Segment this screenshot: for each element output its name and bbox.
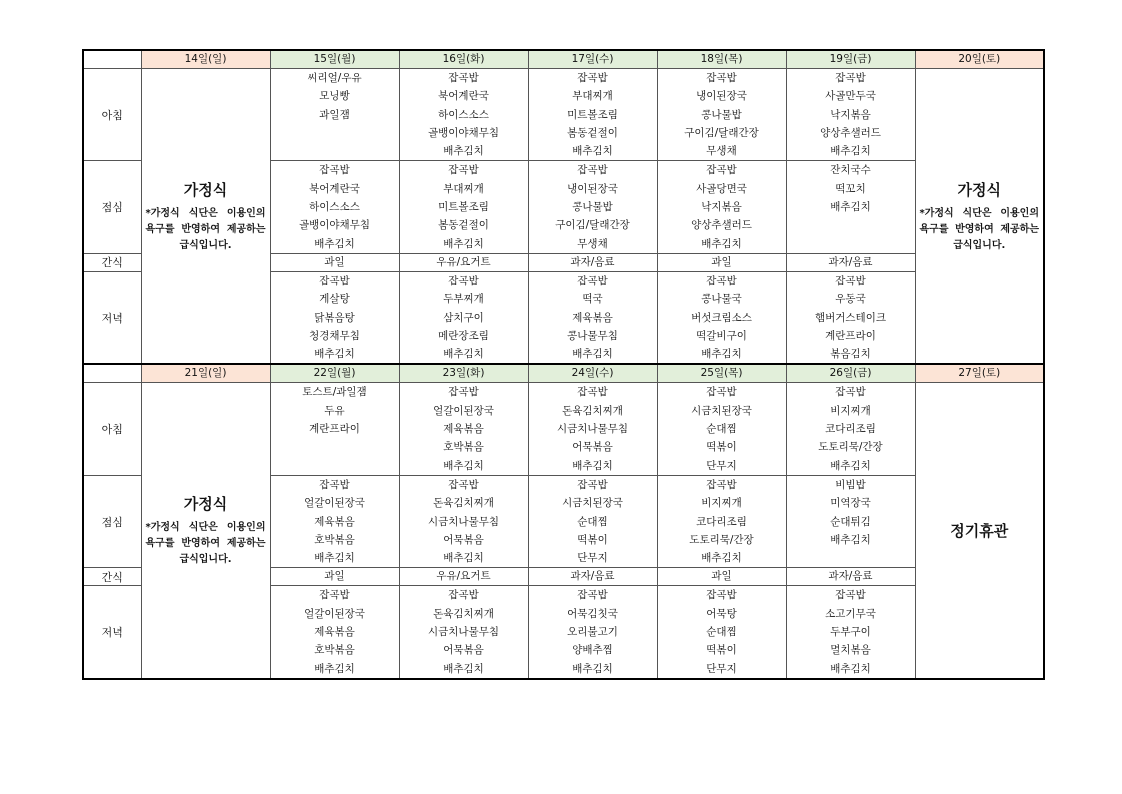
- menu-item: 잡곡밥: [577, 274, 608, 287]
- day-header: 25일(목): [657, 364, 786, 383]
- menu-item: 배추김치: [314, 237, 355, 250]
- menu-item: 배추김치: [443, 552, 484, 565]
- dinner-cell: [399, 586, 528, 679]
- home-meal-cell: [141, 69, 270, 365]
- menu-item: 미트볼조림: [567, 108, 618, 121]
- menu-item: 잡곡밥: [835, 274, 866, 287]
- day-header-row: [83, 364, 1044, 383]
- breakfast-cell: [270, 69, 399, 161]
- menu-item: 계란프라이: [825, 329, 876, 342]
- menu-item: 돈육김치찌개: [433, 607, 494, 620]
- snack-cell: 과자/음료: [786, 253, 915, 271]
- menu-item: 무생채: [577, 237, 608, 250]
- menu-item: 시금치된장국: [562, 497, 623, 510]
- menu-item: 미역장국: [830, 497, 871, 510]
- home-meal-note: *가정식 식단은 이용인의 욕구를 반영하여 제공하는 급식입니다.: [145, 207, 266, 251]
- breakfast-cell: [270, 383, 399, 475]
- menu-item: 순대찜: [706, 626, 737, 639]
- lunch-cell: [657, 161, 786, 253]
- menu-item: 배추김치: [701, 348, 742, 361]
- menu-item: 배추김치: [443, 662, 484, 675]
- menu-item: 비빔밥: [835, 478, 866, 491]
- menu-item: 미트볼조림: [438, 201, 489, 214]
- day-header-row: [83, 50, 1044, 69]
- day-header: 17일(수): [528, 50, 657, 69]
- breakfast-row: [83, 69, 1044, 161]
- dinner-cell: [528, 586, 657, 679]
- menu-item: 잡곡밥: [706, 164, 737, 177]
- menu-item: 버섯크림소스: [691, 311, 752, 324]
- menu-item: 코다리조림: [825, 423, 876, 436]
- menu-item: 사골만두국: [825, 90, 876, 103]
- snack-cell: 과일: [270, 568, 399, 586]
- menu-item: 얼갈이된장국: [433, 404, 494, 417]
- snack-cell: 우유/요거트: [399, 253, 528, 271]
- menu-item: 잔치국수: [830, 164, 871, 177]
- menu-item: 볶음김치: [830, 348, 871, 361]
- menu-item: 어묵탕: [706, 607, 737, 620]
- menu-item: 제육볶음: [572, 311, 613, 324]
- menu-item: 양상추샐러드: [691, 219, 752, 232]
- day-header: 16일(화): [399, 50, 528, 69]
- day-header: 21일(일): [141, 364, 270, 383]
- menu-item: 봄동겉절이: [438, 219, 489, 232]
- breakfast-label: 아침: [83, 69, 141, 161]
- menu-item: 배추김치: [443, 348, 484, 361]
- menu-item: 배추김치: [701, 552, 742, 565]
- snack-cell: 과일: [270, 253, 399, 271]
- menu-item: 골뱅이야채무침: [298, 219, 370, 232]
- menu-item: 얼갈이된장국: [304, 497, 365, 510]
- menu-item: 토스트/과일잼: [302, 386, 367, 399]
- breakfast-row: [83, 383, 1044, 475]
- breakfast-cell: [399, 383, 528, 475]
- snack-cell: 과자/음료: [786, 568, 915, 586]
- saturday-closed-cell: [915, 383, 1044, 679]
- dinner-cell: [528, 271, 657, 364]
- dinner-cell: [399, 271, 528, 364]
- snack-cell: 과일: [657, 253, 786, 271]
- menu-item: 낙지볶음: [830, 108, 871, 121]
- day-header: 26일(금): [786, 364, 915, 383]
- menu-item: 단무지: [577, 552, 608, 565]
- menu-item: 얼갈이된장국: [304, 607, 365, 620]
- menu-item: 도토리묵/간장: [818, 441, 883, 454]
- menu-item: 배추김치: [572, 348, 613, 361]
- menu-item: 시금치된장국: [691, 404, 752, 417]
- menu-item: 배추김치: [701, 237, 742, 250]
- menu-item: 배추김치: [314, 662, 355, 675]
- menu-item: 잡곡밥: [706, 478, 737, 491]
- dinner-cell: [657, 271, 786, 364]
- menu-item: 잡곡밥: [319, 164, 350, 177]
- breakfast-cell: [786, 383, 915, 475]
- dinner-cell: [270, 271, 399, 364]
- menu-item: 양상추샐러드: [820, 126, 881, 139]
- menu-item: 배추김치: [314, 348, 355, 361]
- saturday-home-meal-cell: [915, 69, 1044, 365]
- menu-item: 계란프라이: [309, 423, 360, 436]
- menu-item: 떡볶이: [577, 533, 608, 546]
- menu-item: 떡꼬치: [835, 182, 866, 195]
- home-meal-title: 가정식: [183, 180, 228, 199]
- menu-item: 잡곡밥: [706, 386, 737, 399]
- menu-item: 배추김치: [830, 145, 871, 158]
- menu-item: 떡국: [582, 293, 603, 306]
- breakfast-cell: [657, 69, 786, 161]
- menu-item: 햄버거스테이크: [814, 311, 886, 324]
- menu-item: 콩나물밥: [701, 108, 742, 121]
- menu-item: 잡곡밥: [577, 589, 608, 602]
- lunch-cell: [528, 161, 657, 253]
- menu-item: 어묵볶음: [443, 533, 484, 546]
- lunch-cell: [657, 475, 786, 567]
- menu-item: 배추김치: [572, 662, 613, 675]
- menu-item: 배추김치: [314, 552, 355, 565]
- menu-item: 잡곡밥: [706, 589, 737, 602]
- menu-item: 제육볶음: [314, 515, 355, 528]
- day-header: 27일(토): [915, 364, 1044, 383]
- menu-item: 두부찌개: [443, 293, 484, 306]
- home-meal-note: *가정식 식단은 이용인의 욕구를 반영하여 제공하는 급식입니다.: [145, 522, 266, 566]
- menu-item: 비지찌개: [701, 497, 742, 510]
- breakfast-cell: [399, 69, 528, 161]
- dinner-cell: [270, 586, 399, 679]
- header-corner: [83, 50, 141, 69]
- menu-item: 잡곡밥: [835, 386, 866, 399]
- menu-item: 두유: [324, 404, 345, 417]
- menu-item: 시금치나물무침: [427, 515, 499, 528]
- day-header: 20일(토): [915, 50, 1044, 69]
- menu-item: 시금치나물무침: [427, 626, 499, 639]
- home-meal-title: 가정식: [183, 495, 228, 514]
- dinner-cell: [786, 271, 915, 364]
- menu-item: 배추김치: [830, 459, 871, 472]
- menu-item: 하이스소스: [309, 201, 360, 214]
- home-meal-title: 가정식: [957, 180, 1001, 199]
- menu-item: 두부구이: [830, 626, 871, 639]
- menu-item: 잡곡밥: [448, 274, 479, 287]
- lunch-cell: [399, 161, 528, 253]
- menu-item: 낙지볶음: [701, 201, 742, 214]
- menu-item: 잡곡밥: [835, 72, 866, 84]
- breakfast-cell: [657, 383, 786, 475]
- snack-cell: 과자/음료: [528, 568, 657, 586]
- menu-item: 멸치볶음: [830, 644, 871, 657]
- menu-item: 씨리얼/우유: [307, 72, 362, 84]
- menu-item: 잡곡밥: [319, 589, 350, 602]
- day-header: 22일(월): [270, 364, 399, 383]
- menu-item: 잡곡밥: [706, 274, 737, 287]
- menu-item: 배추김치: [830, 533, 871, 546]
- lunch-cell: [399, 475, 528, 567]
- menu-item: 호박볶음: [314, 644, 355, 657]
- menu-item: 하이스소스: [438, 108, 489, 121]
- home-meal-note: *가정식 식단은 이용인의 욕구를 반영하여 제공하는 급식입니다.: [919, 207, 1039, 251]
- breakfast-label: 아침: [83, 383, 141, 475]
- menu-item: 콩나물무침: [567, 329, 618, 342]
- menu-item: 삼치구이: [443, 311, 484, 324]
- day-header: 23일(화): [399, 364, 528, 383]
- menu-item: 콩나물밥: [572, 201, 613, 214]
- menu-item: 소고기무국: [825, 607, 876, 620]
- day-header: 14일(일): [141, 50, 270, 69]
- menu-item: 배추김치: [830, 662, 871, 675]
- menu-item: 게살탕: [319, 293, 350, 306]
- menu-item: 순대찜: [577, 515, 608, 528]
- menu-item: 오리불고기: [567, 626, 618, 639]
- closed-label: 정기휴관: [950, 522, 1009, 541]
- meal-table-body: [83, 50, 1044, 679]
- menu-item: 봄동겉절이: [567, 126, 618, 139]
- lunch-cell: [528, 475, 657, 567]
- menu-item: 배추김치: [572, 459, 613, 472]
- menu-item: 배추김치: [443, 145, 484, 158]
- menu-item: 콩나물국: [701, 293, 742, 306]
- menu-item: 과일잼: [319, 108, 350, 121]
- dinner-cell: [786, 586, 915, 679]
- lunch-label: 점심: [83, 475, 141, 567]
- menu-item: 떡갈비구이: [696, 329, 747, 342]
- menu-item: 어묵김칫국: [567, 607, 618, 620]
- menu-item: 배추김치: [443, 237, 484, 250]
- menu-item: 닭볶음탕: [314, 311, 355, 324]
- menu-item: 부대찌개: [443, 182, 484, 195]
- menu-item: 잡곡밥: [448, 72, 479, 84]
- menu-item: 모닝빵: [319, 90, 350, 103]
- snack-label: 간식: [83, 568, 141, 586]
- menu-item: 양배추찜: [572, 644, 613, 657]
- menu-item: 비지찌개: [830, 404, 871, 417]
- menu-item: 잡곡밥: [706, 72, 737, 84]
- menu-item: 사골당면국: [696, 182, 747, 195]
- menu-item: 냉이된장국: [696, 90, 747, 103]
- dinner-label: 저녁: [83, 271, 141, 364]
- menu-item: 배추김치: [572, 145, 613, 158]
- day-header: 24일(수): [528, 364, 657, 383]
- menu-item: 도토리묵/간장: [689, 533, 754, 546]
- menu-item: 구이김/달래간장: [684, 126, 759, 139]
- menu-item: 잡곡밥: [448, 478, 479, 491]
- menu-item: 돈육김치찌개: [433, 497, 494, 510]
- lunch-label: 점심: [83, 161, 141, 253]
- menu-item: 잡곡밥: [319, 274, 350, 287]
- menu-item: 우동국: [835, 293, 866, 306]
- menu-item: 돈육김치찌개: [562, 404, 623, 417]
- menu-item: 호박볶음: [443, 441, 484, 454]
- lunch-cell: [270, 161, 399, 253]
- menu-item: 배추김치: [830, 201, 871, 214]
- day-header: 19일(금): [786, 50, 915, 69]
- menu-item: 부대찌개: [572, 90, 613, 103]
- breakfast-cell: [528, 69, 657, 161]
- home-meal-cell: [141, 383, 270, 679]
- menu-item: 잡곡밥: [448, 386, 479, 399]
- menu-item: 북어계란국: [309, 182, 360, 195]
- menu-item: 잡곡밥: [577, 164, 608, 177]
- menu-item: 시금치나물무침: [556, 423, 628, 436]
- dinner-cell: [657, 586, 786, 679]
- menu-item: 제육볶음: [314, 626, 355, 639]
- menu-item: 잡곡밥: [577, 386, 608, 399]
- menu-item: 어묵볶음: [572, 441, 613, 454]
- menu-item: 청경채무침: [309, 329, 360, 342]
- menu-item: 북어계란국: [438, 90, 489, 103]
- lunch-cell: [786, 161, 915, 253]
- snack-cell: 우유/요거트: [399, 568, 528, 586]
- menu-item: 잡곡밥: [835, 589, 866, 602]
- menu-item: 잡곡밥: [448, 589, 479, 602]
- snack-cell: 과자/음료: [528, 253, 657, 271]
- dinner-label: 저녁: [83, 586, 141, 679]
- snack-cell: 과일: [657, 568, 786, 586]
- day-header: 18일(목): [657, 50, 786, 69]
- menu-item: 잡곡밥: [448, 164, 479, 177]
- menu-item: 잡곡밥: [577, 72, 608, 84]
- menu-item: 순대찜: [706, 423, 737, 436]
- menu-item: 호박볶음: [314, 533, 355, 546]
- menu-item: 코다리조림: [696, 515, 747, 528]
- menu-item: 냉이된장국: [567, 182, 618, 195]
- menu-item: 구이김/달래간장: [555, 219, 630, 232]
- menu-item: 순대튀김: [830, 515, 871, 528]
- breakfast-cell: [528, 383, 657, 475]
- lunch-cell: [786, 475, 915, 567]
- menu-item: 제육볶음: [443, 423, 484, 436]
- weekly-meal-table: [82, 49, 1045, 680]
- menu-item: 배추김치: [443, 459, 484, 472]
- menu-item: 무생채: [706, 145, 737, 158]
- menu-item: 잡곡밥: [319, 478, 350, 491]
- menu-item: 잡곡밥: [577, 478, 608, 491]
- menu-item: 단무지: [706, 459, 737, 472]
- lunch-cell: [270, 475, 399, 567]
- menu-item: 메란장조림: [438, 329, 489, 342]
- header-corner: [83, 364, 141, 383]
- menu-item: 골뱅이야채무침: [427, 126, 499, 139]
- breakfast-cell: [786, 69, 915, 161]
- menu-item: 단무지: [706, 662, 737, 675]
- menu-item: 떡볶이: [706, 644, 737, 657]
- menu-item: 어묵볶음: [443, 644, 484, 657]
- menu-item: 떡볶이: [706, 441, 737, 454]
- day-header: 15일(월): [270, 50, 399, 69]
- snack-label: 간식: [83, 253, 141, 271]
